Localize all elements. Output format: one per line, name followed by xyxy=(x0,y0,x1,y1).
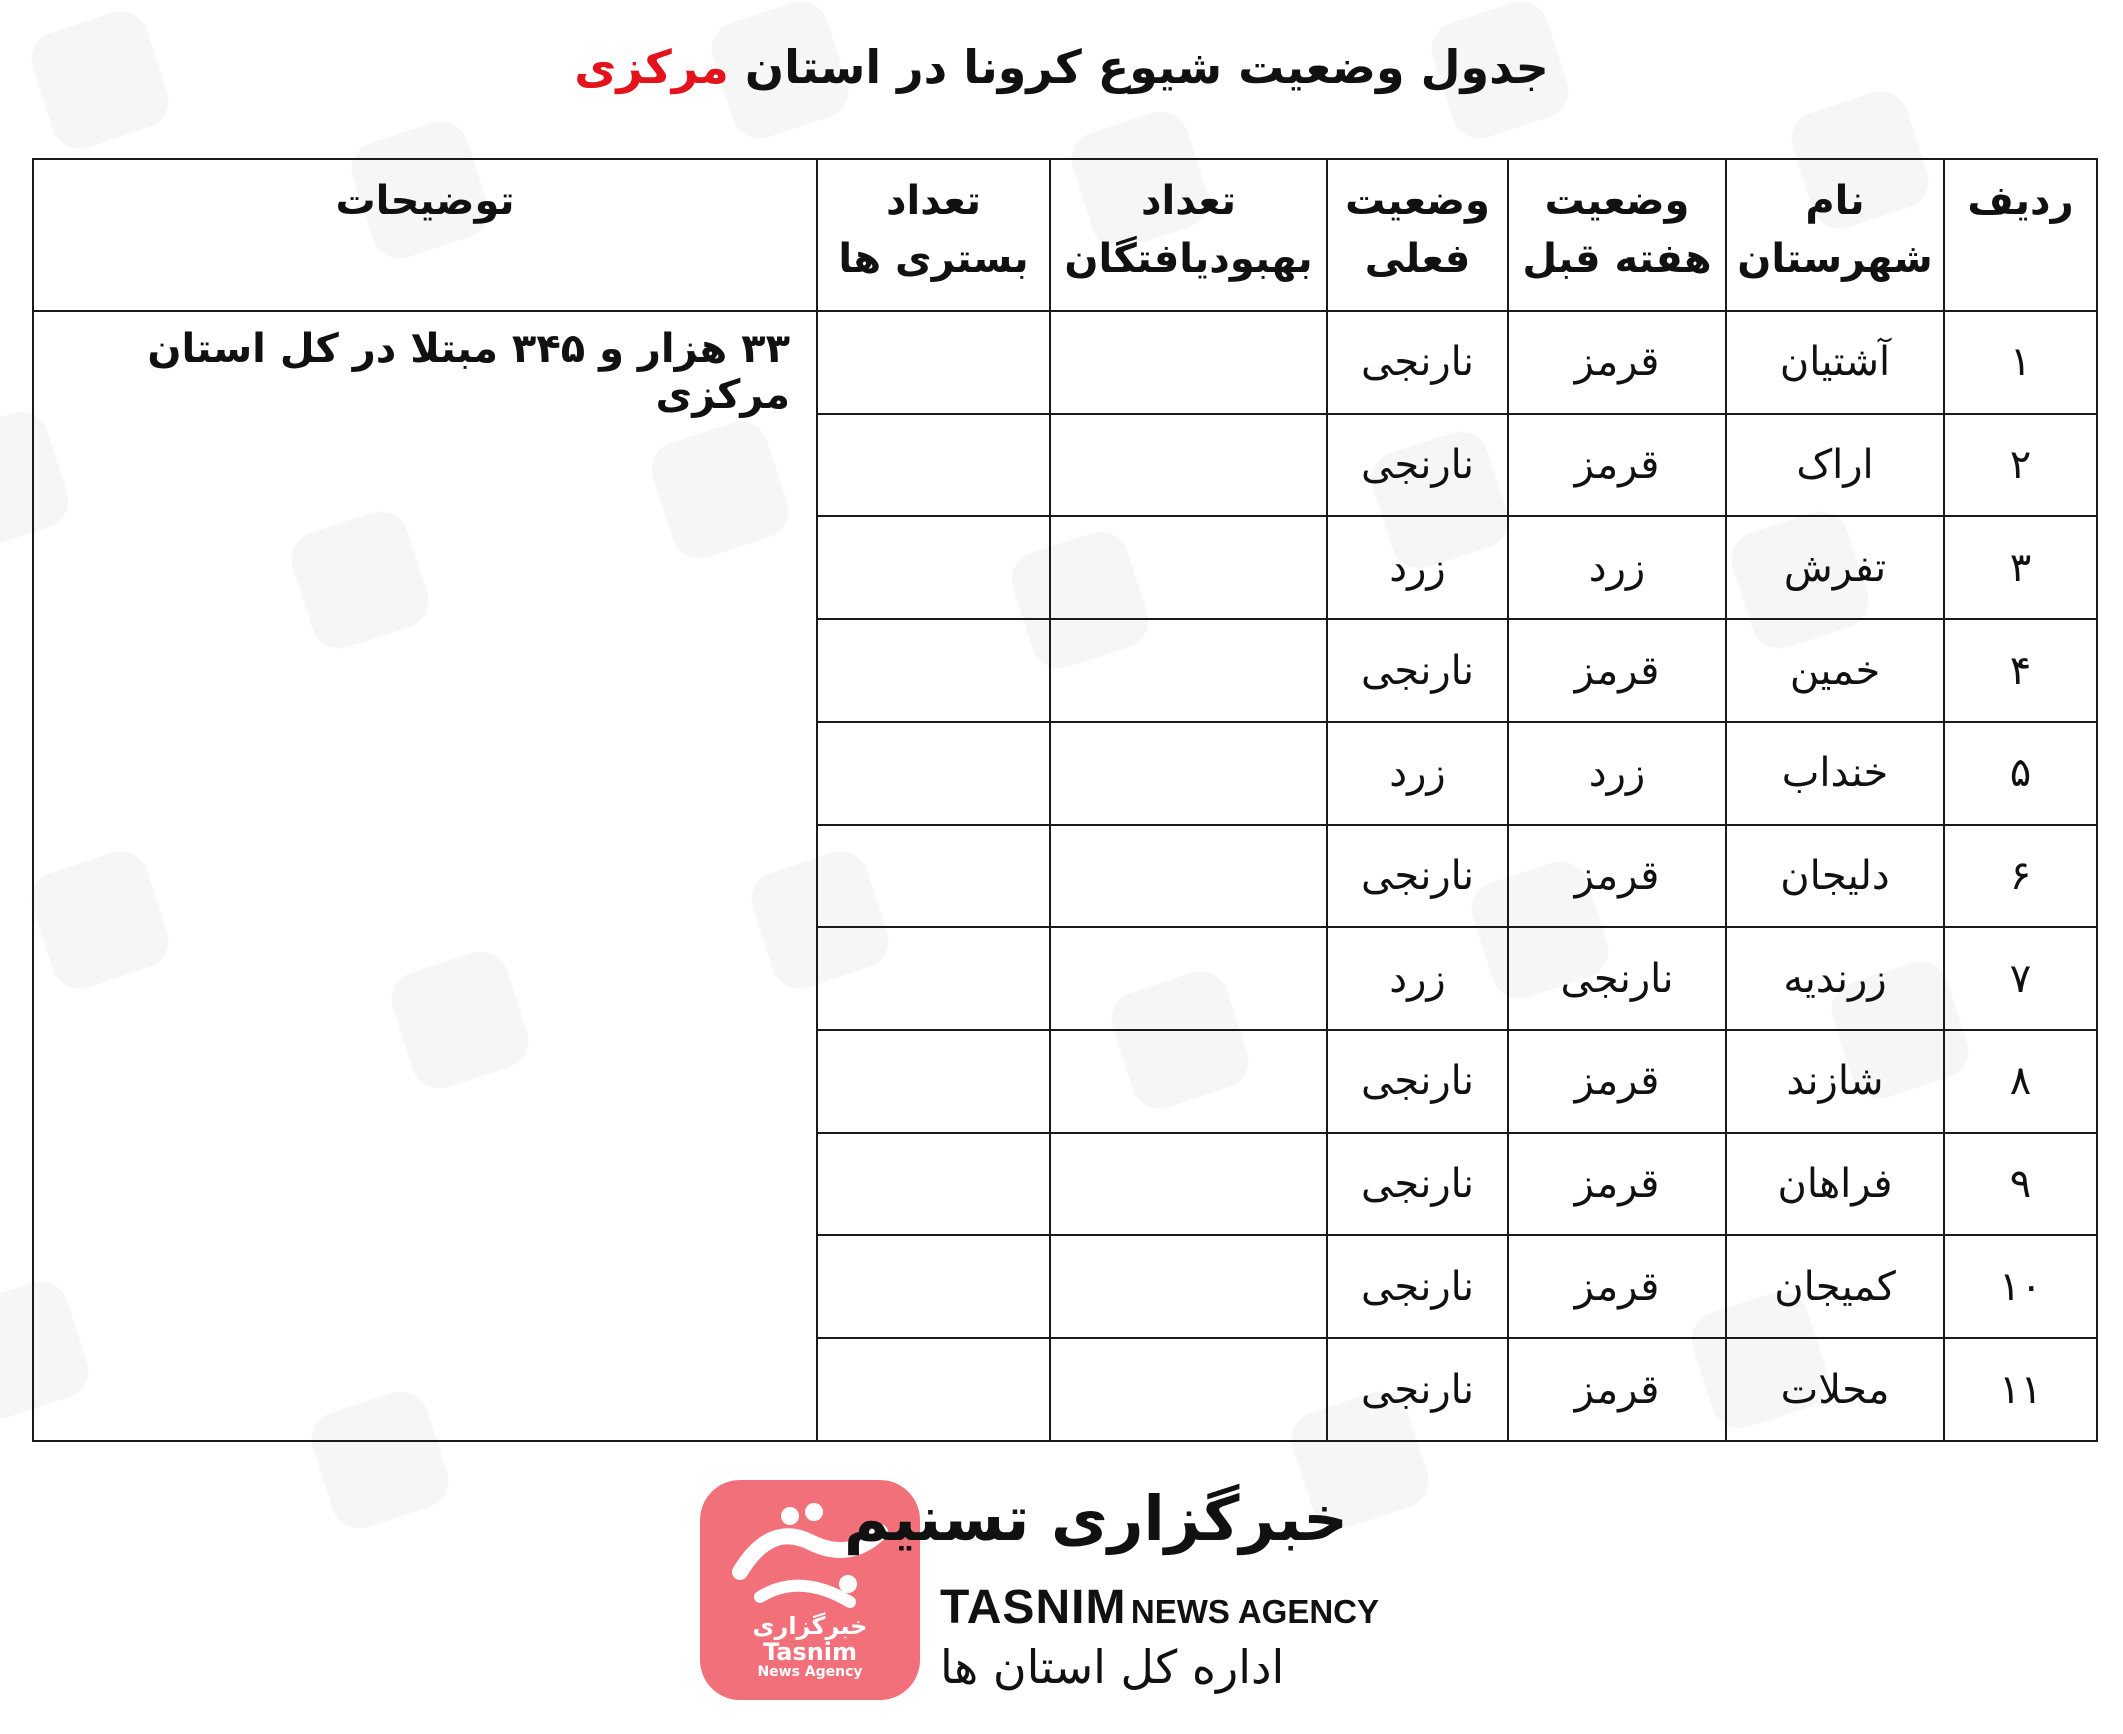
logo-name-en xyxy=(940,1580,1379,1635)
header-recovered-count: تعداد بهبودیافتگان xyxy=(1050,159,1327,311)
cell-hospitalized-count xyxy=(817,1235,1050,1338)
cell-current-status: نارنجی xyxy=(1327,619,1508,722)
cell-previous-week-status: قرمز xyxy=(1508,1030,1726,1133)
cell-row-number: ۳ xyxy=(1944,516,2097,619)
cell-previous-week-status: قرمز xyxy=(1508,1235,1726,1338)
cell-row-number: ۱۱ xyxy=(1944,1338,2097,1441)
cell-previous-week-status: زرد xyxy=(1508,516,1726,619)
cell-current-status: نارنجی xyxy=(1327,1133,1508,1236)
cell-row-number: ۵ xyxy=(1944,722,2097,825)
cell-recovered-count xyxy=(1050,619,1327,722)
cell-row-number: ۹ xyxy=(1944,1133,2097,1236)
cell-city: فراهان xyxy=(1726,1133,1944,1236)
cell-recovered-count xyxy=(1050,1235,1327,1338)
cell-notes: ۳۳ هزار و ۳۴۵ مبتلا در کل استان مرکزی xyxy=(33,311,817,1441)
cell-recovered-count xyxy=(1050,825,1327,928)
cell-hospitalized-count xyxy=(817,619,1050,722)
mark-label-sub: News Agency xyxy=(757,1664,863,1680)
header-current-status: وضعیت فعلی xyxy=(1327,159,1508,311)
cell-previous-week-status: قرمز xyxy=(1508,619,1726,722)
cell-city: آشتیان xyxy=(1726,311,1944,414)
cell-hospitalized-count xyxy=(817,414,1050,517)
cell-recovered-count xyxy=(1050,1030,1327,1133)
cell-previous-week-status: زرد xyxy=(1508,722,1726,825)
table-row xyxy=(33,311,2097,414)
cell-hospitalized-count xyxy=(817,516,1050,619)
cell-current-status: نارنجی xyxy=(1327,1338,1508,1441)
cell-row-number: ۱ xyxy=(1944,311,2097,414)
cell-city: زرندیه xyxy=(1726,927,1944,1030)
logo-name-en-sub: NEWS AGENCY xyxy=(1130,1593,1380,1630)
title-highlight: مرکزی xyxy=(574,40,729,94)
page-title xyxy=(0,40,2123,94)
status-table-container xyxy=(32,158,2096,1442)
cell-row-number: ۷ xyxy=(1944,927,2097,1030)
cell-recovered-count xyxy=(1050,927,1327,1030)
cell-city: خنداب xyxy=(1726,722,1944,825)
cell-row-number: ۱۰ xyxy=(1944,1235,2097,1338)
cell-hospitalized-count xyxy=(817,311,1050,414)
cell-city: کمیجان xyxy=(1726,1235,1944,1338)
header-city: نام شهرستان xyxy=(1726,159,1944,311)
header-row-number: ردیف xyxy=(1944,159,2097,311)
cell-previous-week-status: قرمز xyxy=(1508,311,1726,414)
header-notes: توضیحات xyxy=(33,159,817,311)
cell-hospitalized-count xyxy=(817,825,1050,928)
cell-current-status: زرد xyxy=(1327,927,1508,1030)
cell-city: خمین xyxy=(1726,619,1944,722)
cell-row-number: ۴ xyxy=(1944,619,2097,722)
cell-city: محلات xyxy=(1726,1338,1944,1441)
cell-row-number: ۸ xyxy=(1944,1030,2097,1133)
tasnim-logo xyxy=(700,1480,1400,1710)
cell-current-status: نارنجی xyxy=(1327,414,1508,517)
cell-recovered-count xyxy=(1050,1338,1327,1441)
cell-hospitalized-count xyxy=(817,1338,1050,1441)
cell-recovered-count xyxy=(1050,722,1327,825)
cell-current-status: زرد xyxy=(1327,722,1508,825)
logo-name-fa: خبرگزاری تسنیم xyxy=(843,1482,1348,1555)
cell-hospitalized-count xyxy=(817,927,1050,1030)
cell-current-status: نارنجی xyxy=(1327,1030,1508,1133)
cell-recovered-count xyxy=(1050,311,1327,414)
cell-previous-week-status: قرمز xyxy=(1508,1133,1726,1236)
title-main: جدول وضعیت شیوع کرونا در استان xyxy=(744,40,1549,94)
logo-text-block xyxy=(843,1480,1400,1710)
logo-department: اداره کل استان ها xyxy=(940,1640,1285,1694)
cell-current-status: نارنجی xyxy=(1327,825,1508,928)
cell-hospitalized-count xyxy=(817,1030,1050,1133)
cell-city: اراک xyxy=(1726,414,1944,517)
cell-recovered-count xyxy=(1050,414,1327,517)
cell-previous-week-status: نارنجی xyxy=(1508,927,1726,1030)
cell-previous-week-status: قرمز xyxy=(1508,1338,1726,1441)
header-previous-week-status: وضعیت هفته قبل xyxy=(1508,159,1726,311)
table-header-row xyxy=(33,159,2097,311)
cell-current-status: نارنجی xyxy=(1327,1235,1508,1338)
mark-label-en: Tasnim xyxy=(762,1638,858,1666)
covid-status-table xyxy=(32,158,2098,1442)
cell-row-number: ۶ xyxy=(1944,825,2097,928)
cell-city: دلیجان xyxy=(1726,825,1944,928)
cell-current-status: زرد xyxy=(1327,516,1508,619)
logo-name-en-main: TASNIM xyxy=(940,1581,1127,1634)
cell-row-number: ۲ xyxy=(1944,414,2097,517)
cell-previous-week-status: قرمز xyxy=(1508,825,1726,928)
cell-current-status: نارنجی xyxy=(1327,311,1508,414)
cell-previous-week-status: قرمز xyxy=(1508,414,1726,517)
cell-recovered-count xyxy=(1050,1133,1327,1236)
header-hospitalized-count: تعداد بستری ها xyxy=(817,159,1050,311)
cell-recovered-count xyxy=(1050,516,1327,619)
cell-city: تفرش xyxy=(1726,516,1944,619)
cell-hospitalized-count xyxy=(817,1133,1050,1236)
mark-label-fa: خبرگزاری xyxy=(752,1612,868,1640)
cell-hospitalized-count xyxy=(817,722,1050,825)
cell-city: شازند xyxy=(1726,1030,1944,1133)
